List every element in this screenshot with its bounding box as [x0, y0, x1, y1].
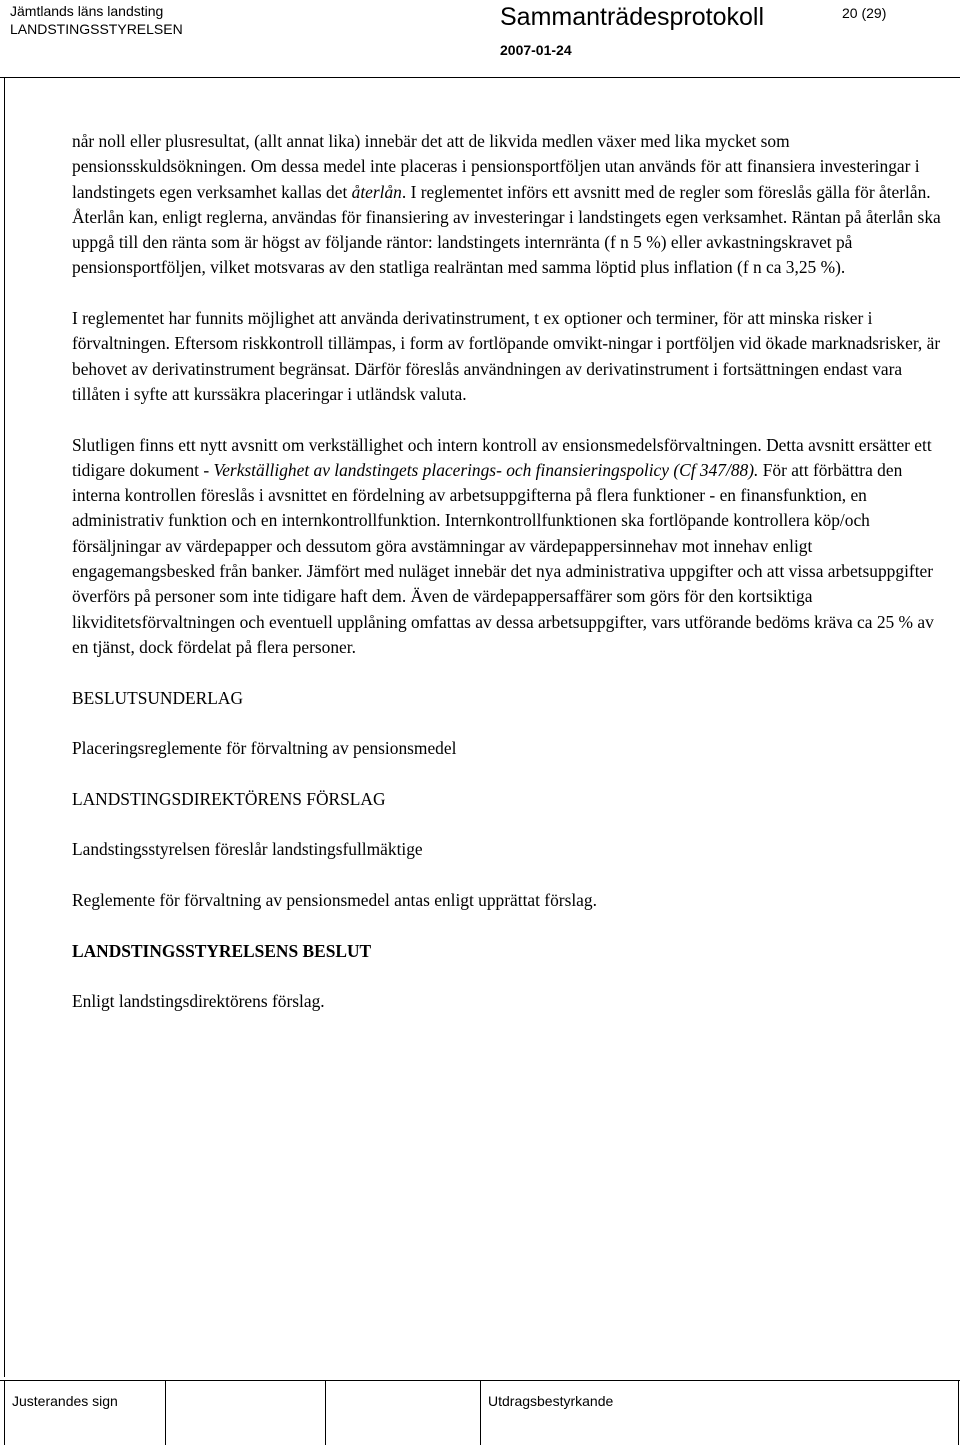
footer-divider-5: [958, 1380, 959, 1445]
paragraph-verkstallighet: Slutligen finns ett nytt avsnitt om verkställighet och intern kontroll av ensionsmedelsförvaltningen. Detta avsnitt ersätter ett tidigare dokument - Verkställighet av landstingets placerings- och finansieringspolicy (Cf 347/88). För att förbättra den interna kontrollen föreslås i avsnittet en fördelning av arbetsuppgifterna på flera funktioner - en finansfunktion, en administrativ funktion och en internkontrollfunktion. Internkontrollfunktionen ska fortlöpande kontrollera köp/och försäljningar av värdepapper och dessutom göra avstämningar av värdepappersinnehav mot innehav enligt engagemangsbesked från banker. Jämfört med nuläget innebär det nya administrativa uppgifter och att vissa arbetsuppgifter överförs på personer som inte tidigare haft dem. Även de värdepappersaffärer som görs för den kortsiktiga likviditetsförvaltningen och eventuell upplåning omfattas av dessa arbetsuppgifter, vars utförande bedöms kräva ca 25 % av en tjänst, dock fördelat på flera personer.: [72, 434, 934, 657]
footer-utdragsbestyrkande: Utdragsbestyrkande: [488, 1393, 614, 1409]
heading-beslutsunderlag: BESLUTSUNDERLAG: [72, 687, 244, 708]
footer-justerandes-sign: Justerandes sign: [12, 1393, 118, 1409]
frame-left-line: [4, 77, 5, 1377]
document-body: [72, 129, 942, 1040]
heading-styrelsens-beslut: LANDSTINGSSTYRELSENS BESLUT: [72, 940, 372, 961]
direktorens-forslag-text-2: Reglemente för förvaltning av pensionsmedel antas enligt upprättat förslag.: [72, 889, 597, 910]
org-line-1: Jämtlands läns landsting: [10, 3, 164, 19]
beslut-text: Enligt landstingsdirektörens förslag.: [72, 991, 325, 1012]
org-line-2: LANDSTINGSSTYRELSEN: [10, 21, 183, 37]
footer-divider-2: [165, 1380, 166, 1445]
footer-divider-3: [325, 1380, 326, 1445]
frame-top-line: [0, 77, 960, 78]
direktorens-forslag-text-1: Landstingsstyrelsen föreslår landstingsfullmäktige: [72, 839, 423, 860]
header-org-name: [10, 2, 183, 38]
page-number: 20 (29): [842, 5, 887, 21]
meeting-date: 2007-01-24: [500, 42, 572, 58]
document-title: Sammanträdesprotokoll: [500, 3, 765, 31]
beslutsunderlag-text: Placeringsreglemente för förvaltning av pensionsmedel: [72, 738, 457, 759]
footer-divider-4: [480, 1380, 481, 1445]
footer-divider-1: [4, 1380, 5, 1445]
paragraph-aterlan: når noll eller plusresultat, (allt annat lika) innebär det att de likvida medlen växer med lika mycket som pensionsskuldsökningen. Om dessa medel inte placeras i pensionsportföljen utan används för att finansiera investeringar i landstingets egen verksamhet kallas det återlån. I reglementet införs ett avsnitt med de regler som föreslås gälla för återlån. Återlån kan, enligt reglerna, användas för finansiering av investeringar i landstingets egen verksamhet. Räntan på återlån ska uppgå till den ränta som är högst av följande räntor: landstingets internränta (f n 5 %) eller avkastningskravet på pensionsportföljen, vilket motsvaras av den statliga realräntan med samma löptid plus inflation (f n ca 3,25 %).: [72, 131, 941, 278]
policy-reference: Verkställighet av landstingets placerings- och finansieringspolicy (Cf 347/88).: [213, 459, 759, 480]
term-aterlan: återlån: [351, 181, 402, 202]
paragraph-derivat: I reglementet har funnits möjlighet att använda derivatinstrument, t ex optioner och terminer, för att minska risker i förvaltningen. Eftersom riskkontroll tillämpas, i form av fortlöpande omvikt-ningar i portföljen vid ökade marknadsrisker, är behovet av derivatinstrument begränsat. Därför föreslås användningen av derivatinstrument i fortsättningen endast vara tillåten i syfte att kurssäkra placeringar i utländsk valuta.: [72, 308, 941, 404]
heading-direktorens-forslag: LANDSTINGSDIREKTÖRENS FÖRSLAG: [72, 788, 386, 809]
footer: [0, 1380, 960, 1445]
